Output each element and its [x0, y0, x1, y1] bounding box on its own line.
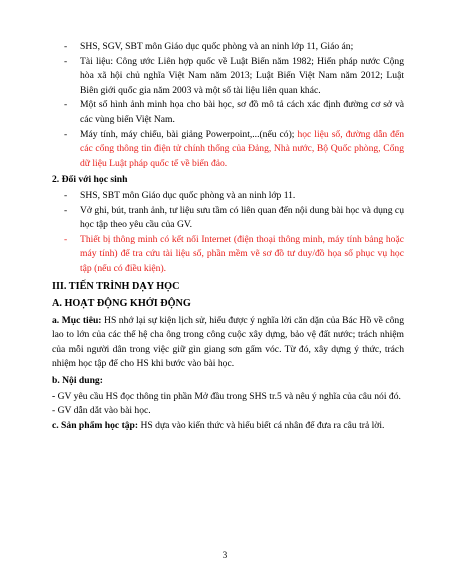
bullet-dash: -	[64, 204, 68, 216]
list-item-text: Máy tính, máy chiếu, bài giảng Powerpoint,...(nếu có);	[80, 128, 298, 140]
content-item-dash: -	[52, 390, 58, 402]
list-item-text: SHS, SGV, SBT môn Giáo dục quốc phòng và an ninh lớp 11, Giáo án;	[80, 41, 354, 52]
bullet-dash: -	[64, 55, 68, 67]
list-item	[52, 128, 404, 172]
list-item-text: SHS, SBT môn Giáo dục quốc phòng và an ninh lớp 11.	[80, 189, 296, 201]
content-heading: b. Nội dung:	[52, 375, 103, 387]
page-content	[52, 40, 404, 433]
activity-heading: A. HOẠT ĐỘNG KHỞI ĐỘNG	[52, 298, 191, 310]
content-item-text: - GV dẫn dắt vào bài học.	[52, 405, 151, 417]
bullet-dash: -	[64, 233, 68, 245]
content-item-text: GV yêu cầu HS đọc thông tin phần Mở đầu trong SHS tr.5 và nêu ý nghĩa của câu nói đó.	[57, 390, 401, 402]
list-item-text: Vở ghi, bút, tranh ảnh, tư liệu sưu tầm có liên quan đến nội dung bài học và dụng cụ học tập theo yêu cầu của GV.	[80, 204, 404, 231]
page-number: 3	[222, 550, 228, 560]
bullet-dash: -	[64, 128, 68, 140]
product-text: HS dựa vào kiến thức và hiểu biết cá nhân để đưa ra câu trả lời.	[138, 419, 385, 431]
list-item-text: Thiết bị thông minh có kết nối Internet (điện thoại thông minh, máy tính bảng hoặc máy tính) để tra cứu tài liệu số, phần mềm vẽ sơ đồ tư duy/đồ họa số phục vụ học tập (nếu có điều kiện).	[80, 233, 404, 274]
bullet-dash: -	[64, 41, 68, 52]
section-heading: III. TIẾN TRÌNH DẠY HỌC	[52, 280, 180, 292]
objective-paragraph	[52, 314, 404, 372]
list-item	[52, 233, 404, 277]
product-paragraph	[52, 419, 404, 434]
list-item-text: Tài liệu: Công ước Liên hợp quốc về Luật Biển năm 1982; Hiến pháp nước Cộng hòa xã hội chủ nghĩa Việt Nam năm 2013; Luật Biển Việt Nam năm 2012; Luật Biên giới quốc gia năm 2003 và một số tài liệu liên quan khác.	[80, 55, 404, 96]
list-item	[52, 189, 404, 204]
product-label: c. Sản phẩm học tập:	[52, 419, 139, 431]
list-item-text: Một số hình ảnh minh họa cho bài học, sơ đồ mô tả cách xác định đường cơ sở và các vùng biển Việt Nam.	[80, 99, 404, 125]
student-heading: 2. Đối với học sinh	[52, 174, 128, 186]
list-item	[52, 204, 404, 233]
content-item	[52, 390, 404, 405]
list-item	[52, 98, 404, 127]
content-item	[52, 404, 404, 419]
digital-resources-text: học liệu số, đường dẫn đến các cổng thông tin điện tử chính thống của Đảng, Nhà nước, Bộ Quốc phòng, Cổng dữ liệu Luật pháp quốc tế về biển đảo.	[80, 128, 404, 169]
list-item	[52, 40, 404, 55]
objective-text: HS nhớ lại sự kiện lịch sử, hiểu được ý nghĩa lời căn dặn của Bác Hồ về công lao to lớn của các thế hệ cha ông trong công cuộc xây dựng, bảo vệ đất nước; trách nhiệm của mỗi người dân trong việc giữ gìn giang sơn gấm vóc. Từ đó, xây dựng ý thức, trách nhiệm học tập để cho HS khi bước vào bài học.	[52, 314, 404, 370]
bullet-dash: -	[64, 99, 68, 111]
bullet-dash: -	[64, 189, 68, 201]
list-item	[52, 55, 404, 99]
objective-label: a. Mục tiêu:	[52, 314, 102, 326]
